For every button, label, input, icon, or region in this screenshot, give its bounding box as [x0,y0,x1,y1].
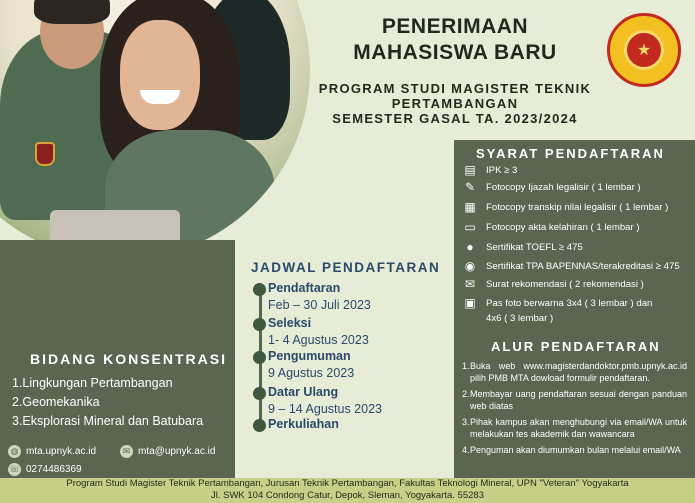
birth-cert-icon: ▭ [464,220,476,234]
requirement-item [462,296,652,326]
timeline-dot-icon [253,318,266,331]
schedule-label: Seleksi [268,316,312,330]
requirement-text: Surat rekomendasi ( 2 rekomendasi ) [486,279,644,290]
schedule-date: 1- 4 Agustus 2023 [268,333,369,347]
footer [0,478,695,503]
timeline-dot-icon [253,419,266,432]
phone-contact[interactable] [8,463,82,476]
university-logo [607,13,681,87]
title-line-1: PENERIMAAN [381,15,529,38]
concentration-item: 2.Geomekanika [12,395,100,409]
requirement-text: Sertifikat TPA BAPENNAS/terakreditasi ≥ 475 [486,261,680,272]
requirement-item [462,277,644,292]
page-title [340,14,570,66]
requirement-text-line-1: Pas foto berwarna 3x4 ( 3 lembar ) dan [486,298,653,309]
tpa-icon: ◉ [464,259,476,273]
schedule-label: Pengumuman [268,349,351,363]
transcript-icon: ▦ [464,200,476,214]
schedule-label: Datar Ulang [268,385,339,399]
ipk-icon: ▤ [464,163,476,177]
flow-step [462,389,687,412]
requirement-text: Sertifikat TOEFL ≥ 475 [486,242,583,253]
photo-icon: ▣ [464,296,476,310]
concentration-item: 3.Eksplorasi Mineral dan Batubara [12,414,204,428]
registration-flow-list [462,361,687,462]
university-seal-icon: ★ [624,30,664,70]
concentration-list [12,374,203,431]
student-center-face [120,20,200,130]
flow-step-text: Buka web www.magisterdandoktor.pmb.upnyk.ac.id pilih PMB MTA dowload formulir pendaftaran. [470,361,687,383]
schedule-title: JADWAL PENDAFTARAN [251,260,441,275]
program-line-1: PROGRAM STUDI MAGISTER TEKNIK [318,81,592,96]
concentration-item: 1.Lingkungan Pertambangan [12,376,173,390]
requirement-item [462,180,641,195]
phone-icon: ☏ [8,464,21,474]
requirement-text-line-2: 4x6 ( 3 lembar ) [486,313,554,324]
requirement-text [486,296,652,326]
requirement-text: IPK ≥ 3 [486,165,518,176]
schedule-label: Perkuliahan [268,417,339,431]
flow-step-text: Pihak kampus akan menghubungi via email/WA untuk melakukan tes akademik dan wawancara [470,417,687,439]
schedule-date: Feb – 30 Juli 2023 [268,298,371,312]
schedule-date: 9 – 14 Agustus 2023 [268,402,382,416]
flow-step-number: 3. [462,417,470,427]
timeline-dot-icon [253,387,266,400]
requirement-item [462,220,640,235]
flow-step [462,417,687,440]
requirement-item [462,259,680,274]
website-contact[interactable] [8,445,96,458]
toefl-icon: ● [466,240,474,254]
flow-step [462,361,687,384]
flow-step-text: Penguman akan diumumkan bulan melalui email/WA [470,445,681,455]
timeline-dot-icon [253,351,266,364]
requirement-item [462,200,668,215]
footer-line-2: Jl. SWK 104 Condong Catur, Depok, Sleman, Yogyakarta. 55283 [210,490,485,501]
concentration-title: BIDANG KONSENTRASI [30,351,228,367]
flow-step-number: 1. [462,361,470,371]
envelope-icon: ✉ [120,445,133,458]
footer-line-1: Program Studi Magister Teknik Pertambangan, Jurusan Teknik Pertambangan, Fakultas Teknologi Mineral, UPN "Veteran" Yogyakarta [66,478,629,489]
requirement-item [462,163,517,178]
program-subtitle [300,81,610,126]
title-line-2: MAHASISWA BARU [353,41,557,64]
email-text: mta@upnyk.ac.id [138,446,216,457]
requirement-text: Fotocopy Ijazah legalisir ( 1 lembar ) [486,182,641,193]
flow-step [462,445,687,457]
requirement-text: Fotocopy transkip nilai legalisir ( 1 lembar ) [486,202,669,213]
schedule-date: 9 Agustus 2023 [268,366,355,380]
flow-step-number: 2. [462,389,470,399]
flow-step-text: Membayar uang pendaftaran sesuai dengan panduan web diatas [470,389,687,411]
mail-icon: ✉ [464,277,476,291]
website-text: mta.upnyk.ac.id [26,446,97,457]
globe-icon: ◍ [8,445,21,458]
flow-step-number: 4. [462,445,470,455]
requirement-text: Fotocopy akta kelahiran ( 1 lembar ) [486,222,640,233]
jacket-badge-icon [35,142,55,166]
registration-flow-title: ALUR PENDAFTARAN [491,339,661,354]
document-icon: ✎ [464,180,476,194]
program-line-3: SEMESTER GASAL TA. 2023/2024 [332,111,578,126]
requirements-title: SYARAT PENDAFTARAN [476,146,665,161]
student-left-hair [34,0,110,24]
requirement-item [462,240,583,255]
email-contact[interactable] [120,445,215,458]
phone-text: 0274486369 [26,464,82,475]
timeline-dot-icon [253,283,266,296]
schedule-label: Pendaftaran [268,281,341,295]
program-line-2: PERTAMBANGAN [391,96,519,111]
students-photo [0,0,310,260]
